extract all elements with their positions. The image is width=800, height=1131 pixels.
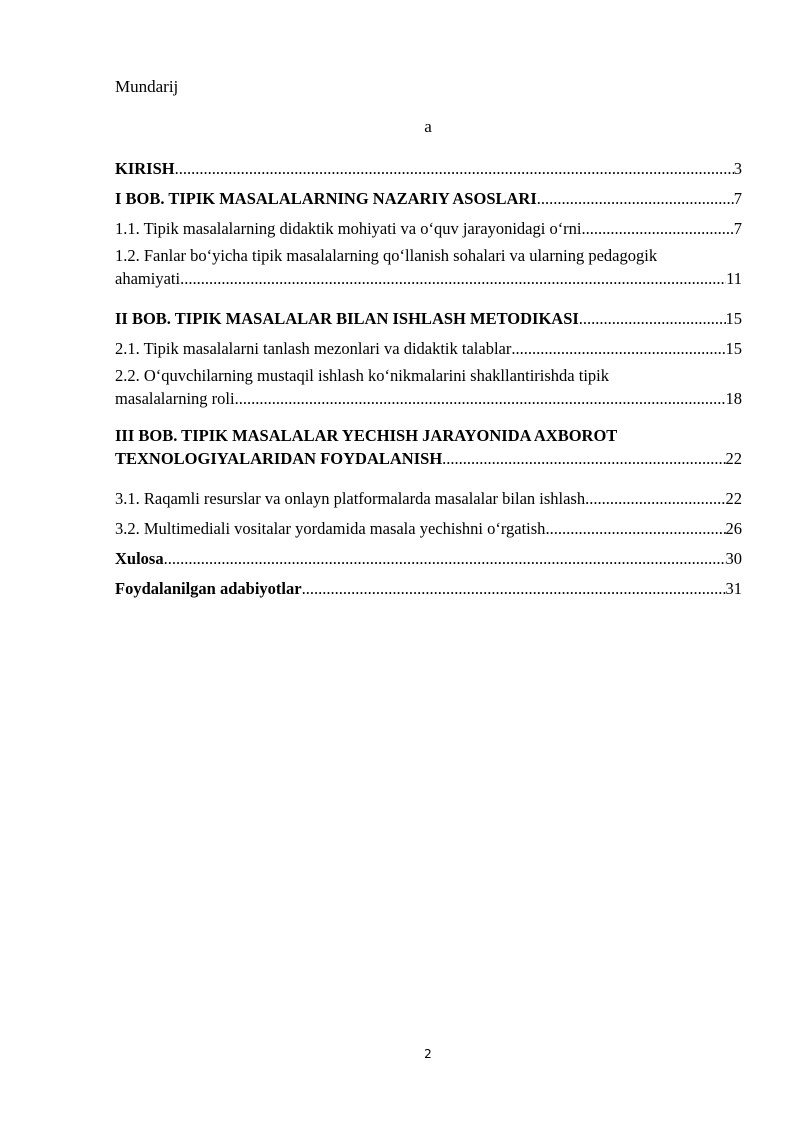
toc-entry-title-line2: ahamiyati [115, 269, 181, 288]
table-of-contents [115, 151, 742, 601]
toc-entry-page: 30 [725, 549, 742, 568]
dot-leader [585, 487, 725, 510]
page-number: 2 [424, 1047, 432, 1061]
toc-entry-chapter-3[interactable] [115, 421, 742, 478]
toc-entry-title: 3.2. Multimediali vositalar yordamida masala yechishni o‘rgatish [115, 519, 546, 538]
toc-entry-section-3-1[interactable] [115, 481, 742, 508]
toc-entry-page: 18 [725, 389, 742, 408]
toc-entry-title-line2: TEXNOLOGIYALARIDAN FOYDALANISH [115, 449, 443, 468]
toc-entry-chapter-1[interactable] [115, 181, 742, 208]
dot-leader [579, 307, 726, 330]
toc-entry-title: 3.1. Raqamli resurslar va onlayn platformalarda masalalar bilan ishlash [115, 489, 586, 508]
toc-entry-title-line1: 2.2. O‘quvchilarning mustaqil ishlash ko‘nikmalarini shakllantirishda tipik [115, 366, 610, 385]
contents-heading: Mundarij [115, 77, 179, 96]
dot-leader [545, 517, 725, 540]
dot-leader [235, 387, 726, 410]
toc-entry-section-1-1[interactable] [115, 211, 742, 238]
toc-entry-page: 11 [726, 269, 742, 288]
toc-entry-chapter-2[interactable] [115, 301, 742, 328]
toc-entry-title-line2: masalalarning roli [115, 389, 235, 408]
toc-entry-title: 1.1. Tipik masalalarning didaktik mohiyati va o‘quv jarayonidagi o‘rni [115, 219, 582, 238]
toc-entry-page: 3 [733, 159, 742, 178]
toc-entry-title: 2.1. Tipik masalalarni tanlash mezonlari va didaktik talablar [115, 339, 512, 358]
toc-entry-page: 7 [733, 189, 742, 208]
dot-leader [164, 547, 726, 570]
dot-leader [582, 217, 734, 240]
toc-entry-title-line1: 1.2. Fanlar bo‘yicha tipik masalalarning qo‘llanish sohalari va ularning pedagogik [115, 246, 658, 265]
toc-entry-references[interactable] [115, 571, 742, 598]
toc-entry-page: 22 [725, 449, 742, 468]
toc-entry-title: I BOB. TIPIK MASALALARNING NAZARIY ASOSLARI [115, 189, 537, 208]
toc-entry-title: II BOB. TIPIK MASALALAR BILAN ISHLASH METODIKASI [115, 309, 579, 328]
toc-entry-section-2-2[interactable] [115, 361, 742, 418]
toc-entry-page: 15 [725, 309, 742, 328]
contents-heading-continuation: a [424, 117, 432, 136]
toc-entry-section-1-2[interactable] [115, 241, 742, 298]
toc-entry-page: 7 [733, 219, 742, 238]
toc-entry-page: 22 [725, 489, 742, 508]
toc-entry-page: 31 [725, 579, 742, 598]
toc-entry-title: KIRISH [115, 159, 175, 178]
toc-entry-title: Foydalanilgan adabiyotlar [115, 579, 302, 598]
toc-entry-section-3-2[interactable] [115, 511, 742, 538]
toc-entry-title: Xulosa [115, 549, 164, 568]
toc-entry-page: 15 [725, 339, 742, 358]
toc-entry-section-2-1[interactable] [115, 331, 742, 358]
dot-leader [302, 577, 726, 600]
dot-leader [175, 157, 734, 180]
toc-entry-page: 26 [725, 519, 742, 538]
dot-leader [180, 267, 726, 290]
toc-entry-title-line1: III BOB. TIPIK MASALALAR YECHISH JARAYONIDA AXBOROT [115, 426, 618, 445]
toc-entry-xulosa[interactable] [115, 541, 742, 568]
dot-leader [442, 447, 725, 470]
dot-leader [511, 337, 725, 360]
dot-leader [537, 187, 734, 210]
toc-entry-kirish[interactable] [115, 151, 742, 178]
